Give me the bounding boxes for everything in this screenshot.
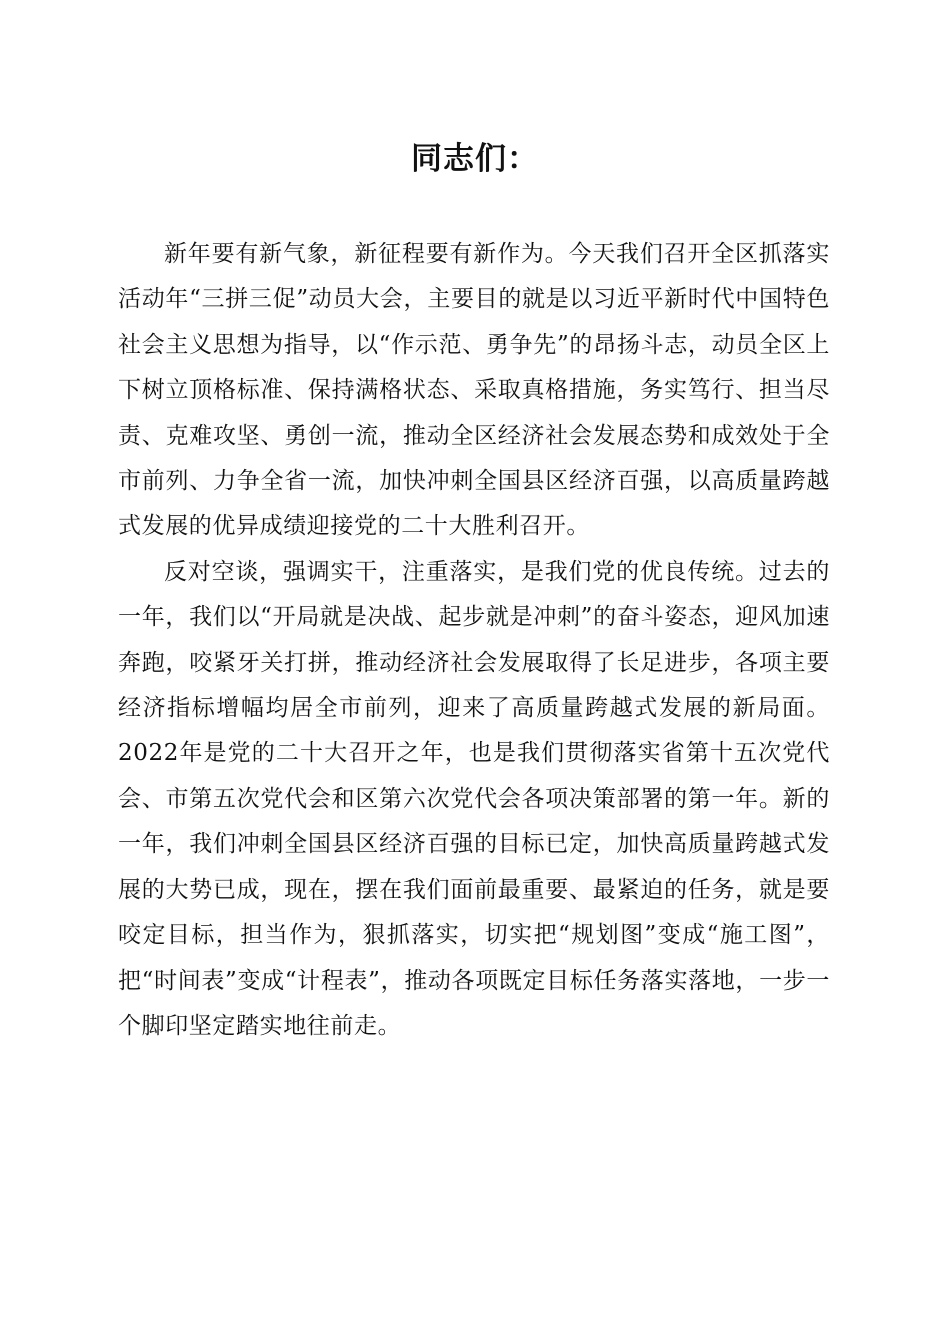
document-title: 同志们： xyxy=(411,141,539,177)
document-body xyxy=(118,232,830,1049)
paragraph-1: 新年要有新气象，新征程要有新作为。今天我们召开全区抓落实活动年“三拼三促”动员大会，主要目的就是以习近平新时代中国特色社会主义思想为指导，以“作示范、勇争先”的昂扬斗志，动员全区上下树立顶格标准、保持满格状态、采取真格措施，务实笃行、担当尽责、克难攻坚、勇创一流，推动全区经济社会发展态势和成效处于全市前列、力争全省一流，加快冲刺全国县区经济百强，以高质量跨越式发展的优异成绩迎接党的二十大胜利召开。 xyxy=(118,241,830,540)
paragraph-2: 反对空谈，强调实干，注重落实，是我们党的优良传统。过去的一年，我们以“开局就是决战、起步就是冲刺”的奋斗姿态，迎风加速奔跑，咬紧牙关打拼，推动经济社会发展取得了长足进步，各项主要经济指标增幅均居全市前列，迎来了高质量跨越式发展的新局面。2022年是党的二十大召开之年，也是我们贯彻落实省第十五次党代会、市第五次党代会和区第六次党代会各项决策部署的第一年。新的一年，我们冲刺全国县区经济百强的目标已定，加快高质量跨越式发展的大势已成，现在，摆在我们面前最重要、最紧迫的任务，就是要咬定目标，担当作为，狠抓落实，切实把“规划图”变成“施工图”，把“时间表”变成“计程表”，推动各项既定目标任务落实落地，一步一个脚印坚定踏实地往前走。 xyxy=(118,558,830,1039)
